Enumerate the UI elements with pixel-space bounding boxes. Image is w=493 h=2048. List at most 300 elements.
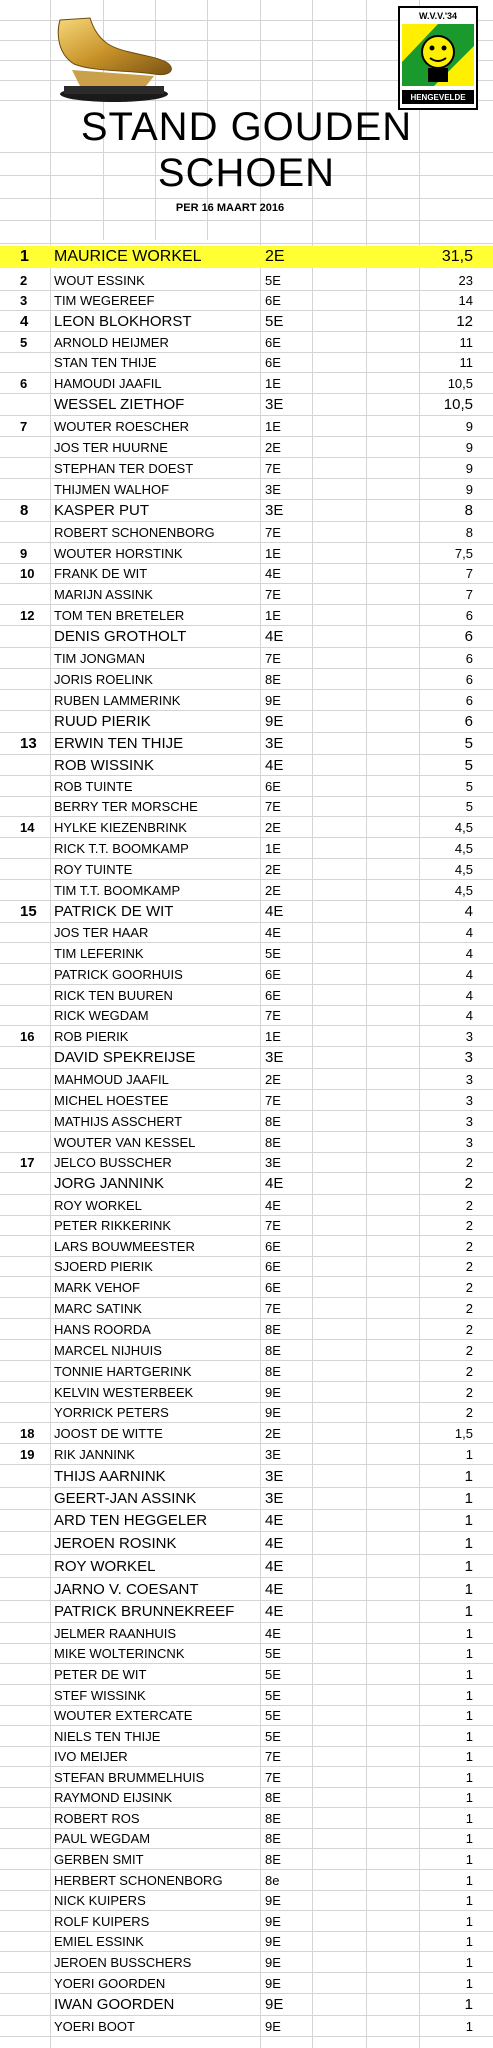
cell-name: FRANK DE WIT — [54, 566, 148, 581]
cell-points: 1 — [465, 1893, 473, 1908]
table-row — [0, 1382, 493, 1403]
cell-points: 9 — [465, 482, 473, 497]
cell-points: 1 — [465, 1729, 473, 1744]
cell-rank: 15 — [20, 903, 37, 920]
cell-team: 6E — [265, 988, 281, 1003]
table-row — [0, 394, 493, 416]
table-row — [0, 1216, 493, 1236]
cell-points: 6 — [464, 628, 473, 645]
cell-name: YORRICK PETERS — [54, 1405, 169, 1420]
cell-team: 3E — [265, 482, 281, 497]
cell-name: NICK KUIPERS — [54, 1893, 146, 1908]
cell-points: 2 — [465, 1155, 473, 1170]
cell-points: 1 — [464, 1512, 473, 1529]
cell-rank: 7 — [20, 419, 28, 434]
cell-name: RUBEN LAMMERINK — [54, 693, 181, 708]
cell-points: 10,5 — [447, 376, 473, 391]
table-row — [0, 1340, 493, 1361]
cell-rank: 6 — [20, 376, 28, 391]
table-row — [0, 817, 493, 838]
cell-rank: 1 — [20, 248, 29, 265]
table-row — [0, 1465, 493, 1488]
cell-name: RICK T.T. BOOMKAMP — [54, 841, 189, 856]
cell-rank: 14 — [20, 820, 35, 835]
cell-points: 2 — [465, 1218, 473, 1233]
cell-points: 7 — [465, 587, 473, 602]
cell-points: 1 — [465, 1976, 473, 1991]
cell-team: 6E — [265, 1239, 281, 1254]
table-row — [0, 711, 493, 733]
cell-team: 4E — [265, 566, 281, 581]
table-row — [0, 776, 493, 797]
table-row — [0, 1578, 493, 1601]
table-row — [0, 669, 493, 690]
cell-points: 4 — [465, 946, 473, 961]
table-row — [0, 353, 493, 373]
cell-points: 3 — [465, 1135, 473, 1150]
cell-name: WOUTER EXTERCATE — [54, 1708, 193, 1723]
cell-rank: 13 — [20, 735, 37, 752]
cell-points: 12 — [456, 313, 473, 330]
cell-points: 1 — [465, 1790, 473, 1805]
table-row — [0, 626, 493, 648]
cell-points: 1 — [465, 1770, 473, 1785]
table-row — [0, 648, 493, 669]
cell-name: GEERT-JAN ASSINK — [54, 1490, 197, 1507]
cell-team: 9E — [265, 1955, 281, 1970]
cell-points: 1 — [465, 1447, 473, 1462]
table-row — [0, 1767, 493, 1788]
cell-team: 4E — [265, 1512, 284, 1529]
cell-points: 9 — [465, 440, 473, 455]
golden-boot-trophy-image — [50, 14, 182, 104]
table-row — [0, 479, 493, 500]
table-row — [0, 1361, 493, 1382]
table-row — [0, 1319, 493, 1340]
table-row — [0, 2016, 493, 2037]
cell-team: 6E — [265, 335, 281, 350]
cell-name: ROBERT ROS — [54, 1811, 140, 1826]
cell-name: ROB PIERIK — [54, 1029, 129, 1044]
table-row — [0, 880, 493, 901]
cell-rank: 10 — [20, 566, 35, 581]
cell-name: ROLF KUIPERS — [54, 1914, 150, 1929]
cell-name: MIKE WOLTERINCNK — [54, 1646, 185, 1661]
cell-team: 5E — [265, 1667, 281, 1682]
cell-points: 1 — [465, 2019, 473, 2034]
cell-name: GERBEN SMIT — [54, 1852, 144, 1867]
cell-name: JEROEN ROSINK — [54, 1535, 177, 1552]
cell-name: PETER DE WIT — [54, 1667, 147, 1682]
table-row — [0, 246, 493, 268]
table-row — [0, 1706, 493, 1726]
cell-team: 5E — [265, 1688, 281, 1703]
cell-team: 6E — [265, 293, 281, 308]
table-row — [0, 1644, 493, 1664]
table-row — [0, 437, 493, 458]
cell-name: YOERI GOORDEN — [54, 1976, 166, 1991]
cell-team: 2E — [265, 820, 281, 835]
cell-points: 3 — [464, 1049, 473, 1066]
cell-name: TIM T.T. BOOMKAMP — [54, 883, 181, 898]
table-row — [0, 500, 493, 522]
cell-team: 5E — [265, 1646, 281, 1661]
cell-name: JORIS ROELINK — [54, 672, 153, 687]
cell-team: 4E — [265, 1535, 284, 1552]
cell-team: 9E — [265, 2019, 281, 2034]
cell-rank: 5 — [20, 335, 28, 350]
cell-points: 1 — [465, 1811, 473, 1826]
logo-text-top: W.V.V.'34 — [418, 11, 458, 21]
cell-team: 8E — [265, 672, 281, 687]
cell-name: WOUTER HORSTINK — [54, 546, 183, 561]
table-row — [0, 1849, 493, 1870]
cell-name: STEF WISSINK — [54, 1688, 146, 1703]
cell-name: LEON BLOKHORST — [54, 313, 192, 330]
cell-team: 2E — [265, 440, 281, 455]
cell-points: 1 — [464, 1558, 473, 1575]
cell-points: 5 — [465, 779, 473, 794]
cell-name: JOS TER HUURNE — [54, 440, 168, 455]
cell-team: 4E — [265, 903, 284, 920]
cell-team: 8e — [265, 1873, 280, 1888]
cell-team: 9E — [265, 713, 284, 730]
cell-team: 4E — [265, 628, 284, 645]
table-row — [0, 458, 493, 479]
table-row — [0, 1829, 493, 1849]
cell-points: 1 — [465, 1626, 473, 1641]
cell-team: 7E — [265, 799, 281, 814]
cell-name: ERWIN TEN THIJE — [54, 735, 184, 752]
table-row — [0, 964, 493, 985]
table-row — [0, 564, 493, 584]
cell-team: 7E — [265, 651, 281, 666]
cell-name: KASPER PUT — [54, 502, 150, 519]
cell-name: ARNOLD HEIJMER — [54, 335, 169, 350]
cell-points: 4,5 — [454, 820, 473, 835]
cell-points: 8 — [465, 525, 473, 540]
cell-points: 3 — [465, 1029, 473, 1044]
cell-name: JORG JANNINK — [54, 1175, 165, 1192]
table-row — [0, 291, 493, 311]
cell-team: 3E — [265, 396, 284, 413]
cell-name: BERRY TER MORSCHE — [54, 799, 198, 814]
cell-team: 9E — [265, 1934, 281, 1949]
cell-team: 3E — [265, 1155, 281, 1170]
cell-name: STAN TEN THIJE — [54, 355, 157, 370]
table-row — [0, 1973, 493, 1994]
cell-team: 8E — [265, 1322, 281, 1337]
cell-points: 9 — [465, 419, 473, 434]
cell-points: 3 — [465, 1093, 473, 1108]
cell-name: RIK JANNINK — [54, 1447, 135, 1462]
table-row — [0, 733, 493, 755]
cell-name: IVO MEIJER — [54, 1749, 128, 1764]
cell-team: 7E — [265, 1770, 281, 1785]
cell-team: 4E — [265, 1581, 284, 1598]
cell-points: 4 — [464, 903, 473, 920]
cell-points: 2 — [465, 1364, 473, 1379]
cell-points: 1 — [465, 1914, 473, 1929]
table-row — [0, 1006, 493, 1026]
table-row — [0, 690, 493, 711]
cell-team: 1E — [265, 419, 281, 434]
cell-team: 8E — [265, 1364, 281, 1379]
table-row — [0, 522, 493, 543]
cell-name: YOERI BOOT — [54, 2019, 135, 2034]
cell-team: 5E — [265, 946, 281, 961]
table-row — [0, 1623, 493, 1644]
cell-team: 3E — [265, 1490, 284, 1507]
cell-name: PAUL WEGDAM — [54, 1831, 151, 1846]
cell-points: 2 — [465, 1343, 473, 1358]
cell-team: 6E — [265, 1280, 281, 1295]
cell-points: 5 — [464, 735, 473, 752]
table-row — [0, 1510, 493, 1532]
cell-team: 7E — [265, 461, 281, 476]
cell-name: PATRICK GOORHUIS — [54, 967, 183, 982]
table-row — [0, 1132, 493, 1153]
cell-team: 4E — [265, 1558, 284, 1575]
table-row — [0, 1911, 493, 1932]
cell-points: 4,5 — [454, 862, 473, 877]
cell-team: 9E — [265, 1996, 284, 2013]
cell-name: HAMOUDI JAAFIL — [54, 376, 162, 391]
table-row — [0, 1994, 493, 2016]
cell-team: 1E — [265, 1029, 281, 1044]
cell-name: ROB TUINTE — [54, 779, 133, 794]
cell-team: 1E — [265, 608, 281, 623]
cell-points: 2 — [465, 1301, 473, 1316]
cell-name: TIM LEFERINK — [54, 946, 144, 961]
cell-team: 8E — [265, 1790, 281, 1805]
table-row — [0, 923, 493, 943]
table-row — [0, 1153, 493, 1173]
table-row — [0, 605, 493, 626]
cell-points: 2 — [465, 1239, 473, 1254]
cell-team: 5E — [265, 1729, 281, 1744]
table-row — [0, 332, 493, 353]
cell-points: 1 — [465, 1934, 473, 1949]
cell-rank: 18 — [20, 1426, 35, 1441]
cell-name: ARD TEN HEGGELER — [54, 1512, 208, 1529]
cell-team: 9E — [265, 693, 281, 708]
cell-rank: 19 — [20, 1447, 35, 1462]
cell-points: 9 — [465, 461, 473, 476]
cell-name: ROY TUINTE — [54, 862, 133, 877]
cell-name: JARNO V. COESANT — [54, 1581, 199, 1598]
cell-name: NIELS TEN THIJE — [54, 1729, 161, 1744]
cell-team: 9E — [265, 1914, 281, 1929]
cell-name: PETER RIKKERINK — [54, 1218, 172, 1233]
cell-name: RUUD PIERIK — [54, 713, 151, 730]
cell-name: MAHMOUD JAAFIL — [54, 1072, 169, 1087]
table-row — [0, 1685, 493, 1706]
cell-points: 1 — [465, 1688, 473, 1703]
cell-points: 3 — [465, 1072, 473, 1087]
cell-team: 7E — [265, 1218, 281, 1233]
cell-team: 1E — [265, 546, 281, 561]
cell-team: 8E — [265, 1114, 281, 1129]
cell-points: 2 — [465, 1259, 473, 1274]
cell-points: 11 — [459, 335, 473, 350]
table-row — [0, 1111, 493, 1132]
cell-points: 1 — [464, 1490, 473, 1507]
cell-points: 11 — [459, 355, 473, 370]
table-row — [0, 943, 493, 964]
page-title: STAND GOUDEN SCHOEN — [80, 105, 413, 195]
cell-name: IWAN GOORDEN — [54, 1996, 175, 2013]
table-row — [0, 584, 493, 605]
table-row — [0, 543, 493, 564]
cell-name: JELMER RAANHUIS — [54, 1626, 177, 1641]
table-row — [0, 1952, 493, 1973]
cell-name: HERBERT SCHONENBORG — [54, 1873, 223, 1888]
table-row — [0, 901, 493, 923]
cell-name: TIM JONGMAN — [54, 651, 145, 666]
cell-name: DAVID SPEKREIJSE — [54, 1049, 196, 1066]
cell-name: MAURICE WORKEL — [54, 248, 202, 265]
cell-team: 5E — [265, 273, 281, 288]
table-row — [0, 1069, 493, 1090]
cell-name: TIM WEGEREEF — [54, 293, 155, 308]
cell-name: JOS TER HAAR — [54, 925, 149, 940]
logo-text-bottom: HENGEVELDE — [410, 93, 466, 102]
cell-team: 3E — [265, 735, 284, 752]
cell-team: 9E — [265, 1405, 281, 1420]
cell-name: TOM TEN BRETELER — [54, 608, 185, 623]
cell-rank: 9 — [20, 546, 28, 561]
cell-points: 7 — [465, 566, 473, 581]
cell-team: 4E — [265, 757, 284, 774]
cell-team: 9E — [265, 1976, 281, 1991]
cell-name: MATHIJS ASSCHERT — [54, 1114, 183, 1129]
cell-points: 4 — [465, 967, 473, 982]
cell-points: 10,5 — [443, 396, 473, 413]
table-row — [0, 1257, 493, 1277]
club-logo — [398, 6, 478, 110]
cell-team: 2E — [265, 862, 281, 877]
cell-points: 1 — [465, 1873, 473, 1888]
cell-name: RAYMOND EIJSINK — [54, 1790, 173, 1805]
table-row — [0, 1444, 493, 1465]
cell-name: MARC SATINK — [54, 1301, 142, 1316]
cell-points: 6 — [465, 672, 473, 687]
cell-name: MARCEL NIJHUIS — [54, 1343, 162, 1358]
cell-points: 6 — [465, 693, 473, 708]
cell-rank: 16 — [20, 1029, 35, 1044]
cell-team: 4E — [265, 1175, 284, 1192]
table-row — [0, 1403, 493, 1423]
cell-points: 4 — [465, 988, 473, 1003]
cell-points: 1,5 — [454, 1426, 473, 1441]
cell-name: RICK WEGDAM — [54, 1008, 149, 1023]
cell-team: 7E — [265, 1093, 281, 1108]
cell-points: 4,5 — [454, 883, 473, 898]
cell-team: 8E — [265, 1852, 281, 1867]
cell-team: 1E — [265, 376, 281, 391]
cell-name: MARK VEHOF — [54, 1280, 140, 1295]
cell-team: 3E — [265, 1468, 284, 1485]
cell-points: 1 — [465, 1646, 473, 1661]
cell-name: STEPHAN TER DOEST — [54, 461, 194, 476]
cell-team: 6E — [265, 967, 281, 982]
cell-team: 2E — [265, 248, 285, 265]
cell-team: 4E — [265, 925, 281, 940]
cell-name: ROBERT SCHONENBORG — [54, 525, 215, 540]
table-row — [0, 1747, 493, 1767]
cell-points: 4 — [465, 925, 473, 940]
cell-points: 1 — [465, 1955, 473, 1970]
cell-points: 1 — [465, 1852, 473, 1867]
table-row — [0, 1298, 493, 1319]
table-row — [0, 1891, 493, 1911]
cell-team: 4E — [265, 1198, 281, 1213]
cell-name: RICK TEN BUUREN — [54, 988, 173, 1003]
cell-points: 2 — [465, 1280, 473, 1295]
cell-team: 8E — [265, 1811, 281, 1826]
cell-rank: 12 — [20, 608, 35, 623]
cell-team: 6E — [265, 355, 281, 370]
cell-points: 1 — [464, 1535, 473, 1552]
cell-name: ROB WISSINK — [54, 757, 155, 774]
cell-points: 6 — [465, 608, 473, 623]
cell-points: 1 — [464, 1581, 473, 1598]
cell-team: 7E — [265, 587, 281, 602]
cell-team: 2E — [265, 883, 281, 898]
cell-team: 9E — [265, 1385, 281, 1400]
cell-team: 4E — [265, 1626, 281, 1641]
cell-team: 3E — [265, 502, 284, 519]
cell-name: WESSEL ZIETHOF — [54, 396, 185, 413]
cell-name: MARIJN ASSINK — [54, 587, 153, 602]
cell-rank: 8 — [20, 502, 29, 519]
table-row — [0, 1090, 493, 1111]
cell-rank: 2 — [20, 273, 28, 288]
cell-points: 3 — [465, 1114, 473, 1129]
cell-name: SJOERD PIERIK — [54, 1259, 153, 1274]
table-row — [0, 1788, 493, 1808]
cell-name: JELCO BUSSCHER — [54, 1155, 172, 1170]
cell-name: LARS BOUWMEESTER — [54, 1239, 195, 1254]
cell-points: 4,5 — [454, 841, 473, 856]
cell-team: 9E — [265, 1893, 281, 1908]
cell-name: EMIEL ESSINK — [54, 1934, 144, 1949]
cell-name: KELVIN WESTERBEEK — [54, 1385, 194, 1400]
cell-team: 8E — [265, 1135, 281, 1150]
header — [0, 0, 493, 195]
table-row — [0, 271, 493, 291]
cell-team: 5E — [265, 313, 284, 330]
table-row — [0, 838, 493, 859]
cell-points: 5 — [465, 799, 473, 814]
table-row — [0, 1932, 493, 1952]
cell-name: WOUTER VAN KESSEL — [54, 1135, 196, 1150]
cell-points: 2 — [465, 1322, 473, 1337]
cell-team: 3E — [265, 1447, 281, 1462]
cell-points: 7,5 — [454, 546, 473, 561]
cell-points: 1 — [465, 1831, 473, 1846]
cell-team: 6E — [265, 779, 281, 794]
cell-name: WOUT ESSINK — [54, 273, 145, 288]
cell-name: MICHEL HOESTEE — [54, 1093, 169, 1108]
cell-points: 31,5 — [441, 248, 473, 265]
cell-name: THIJS AARNINK — [54, 1468, 166, 1485]
table-row — [0, 416, 493, 437]
cell-team: 1E — [265, 841, 281, 856]
cell-rank: 3 — [20, 293, 28, 308]
cell-points: 6 — [465, 651, 473, 666]
